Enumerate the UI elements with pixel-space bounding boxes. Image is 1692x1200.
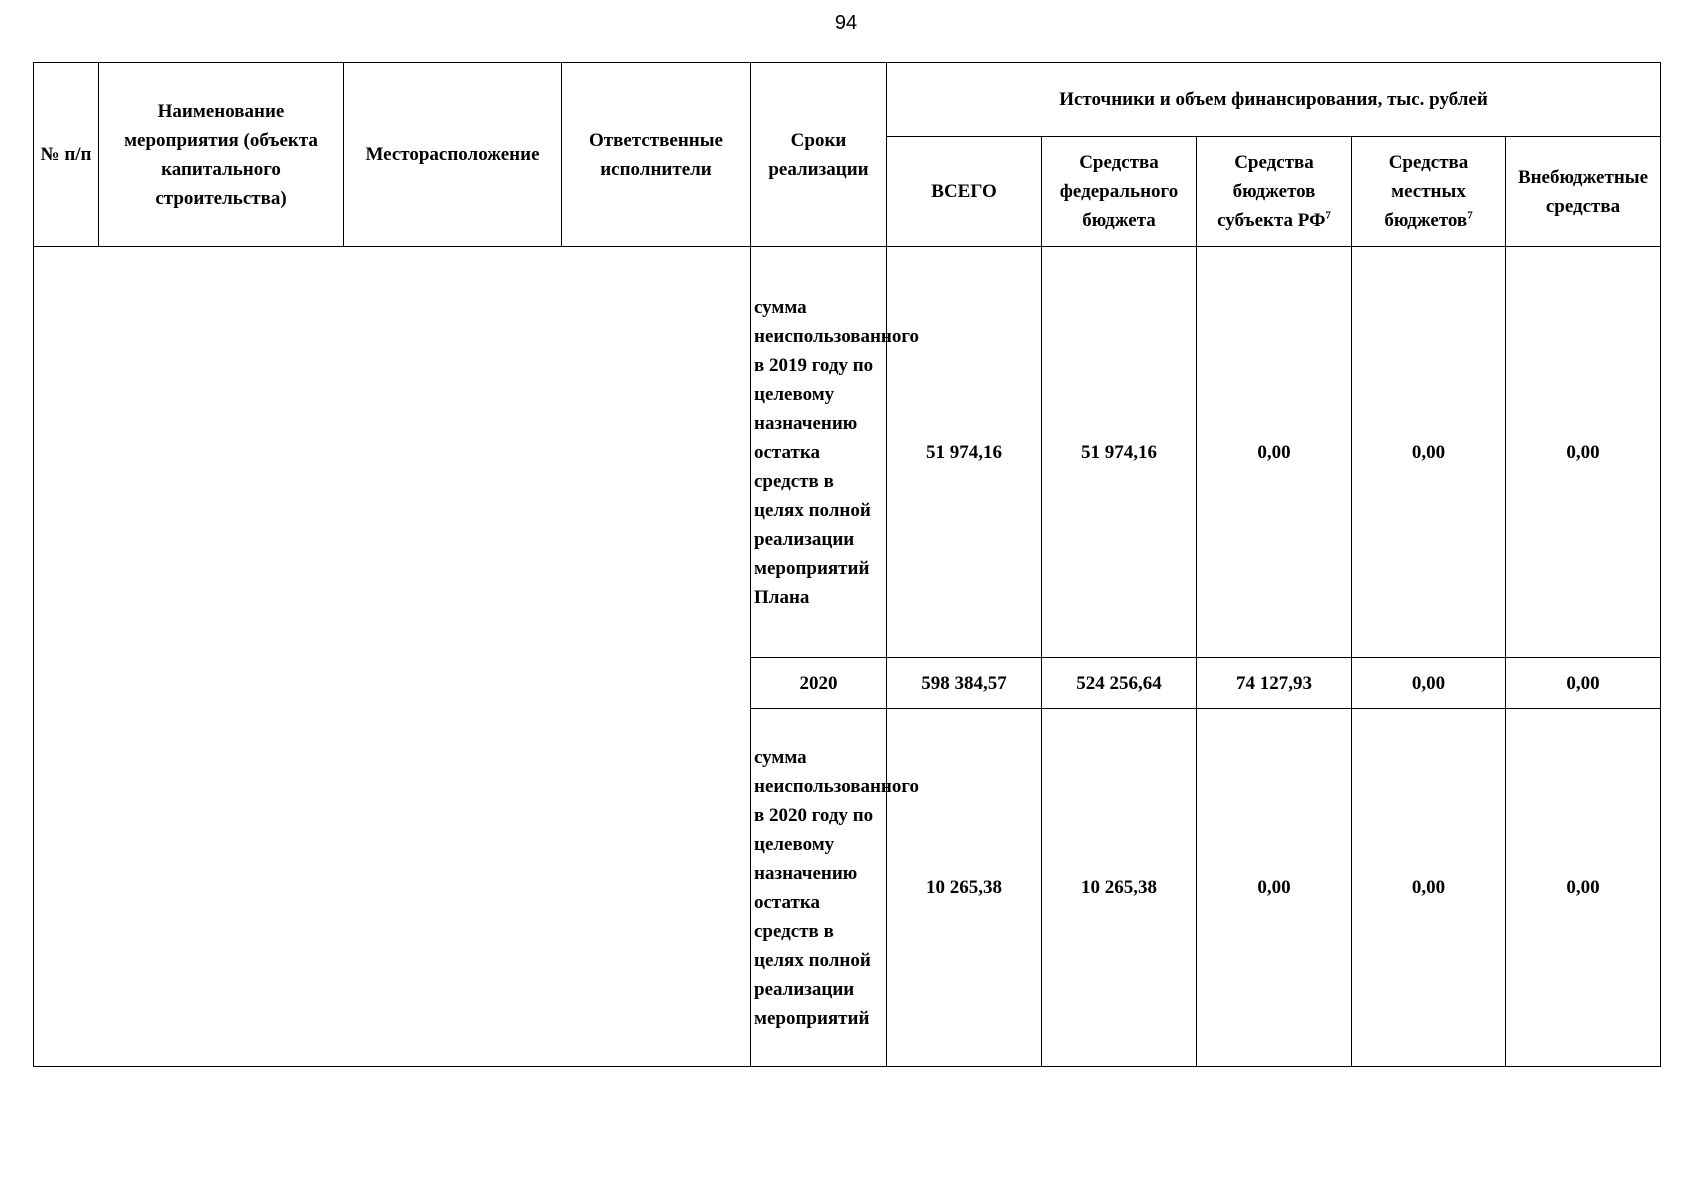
offbudget-cell: 0,00 [1506, 247, 1661, 658]
period-cell: 2020 [751, 658, 887, 709]
federal-cell: 524 256,64 [1042, 658, 1197, 709]
header-local-label: Средства местных бюджетов [1384, 152, 1469, 231]
header-offbudget: Внебюджетные средства [1506, 137, 1661, 247]
header-num: № п/п [34, 63, 99, 247]
header-subject-footnote: 7 [1325, 209, 1331, 222]
local-cell: 0,00 [1352, 709, 1506, 1067]
header-local [1352, 137, 1506, 247]
header-total: ВСЕГО [887, 137, 1042, 247]
blank-merged-cell [34, 247, 751, 1067]
header-row-top [34, 63, 1661, 137]
period-cell: сумма неиспользованного в 2020 году по целевому назначению остатка средств в целях полной реализации мероприятий [751, 709, 887, 1067]
header-subject-label: Средства бюджетов субъекта РФ [1217, 152, 1326, 231]
federal-cell: 51 974,16 [1042, 247, 1197, 658]
total-cell: 598 384,57 [887, 658, 1042, 709]
local-cell: 0,00 [1352, 247, 1506, 658]
header-name: Наименование мероприятия (объекта капитального строительства) [99, 63, 344, 247]
header-subject [1197, 137, 1352, 247]
header-executors: Ответственные исполнители [562, 63, 751, 247]
header-terms: Сроки реализации [751, 63, 887, 247]
offbudget-cell: 0,00 [1506, 658, 1661, 709]
period-cell: сумма неиспользованного в 2019 году по целевому назначению остатка средств в целях полной реализации мероприятий Плана [751, 247, 887, 658]
offbudget-cell: 0,00 [1506, 709, 1661, 1067]
header-location: Месторасположение [344, 63, 562, 247]
total-cell: 51 974,16 [887, 247, 1042, 658]
subject-cell: 74 127,93 [1197, 658, 1352, 709]
total-cell: 10 265,38 [887, 709, 1042, 1067]
financing-table [33, 62, 1661, 1067]
table-row [34, 247, 1661, 658]
header-sources: Источники и объем финансирования, тыс. рублей [887, 63, 1661, 137]
header-federal: Средства федерального бюджета [1042, 137, 1197, 247]
federal-cell: 10 265,38 [1042, 709, 1197, 1067]
subject-cell: 0,00 [1197, 709, 1352, 1067]
page-number: 94 [834, 12, 858, 34]
header-local-footnote: 7 [1467, 209, 1473, 222]
local-cell: 0,00 [1352, 658, 1506, 709]
subject-cell: 0,00 [1197, 247, 1352, 658]
